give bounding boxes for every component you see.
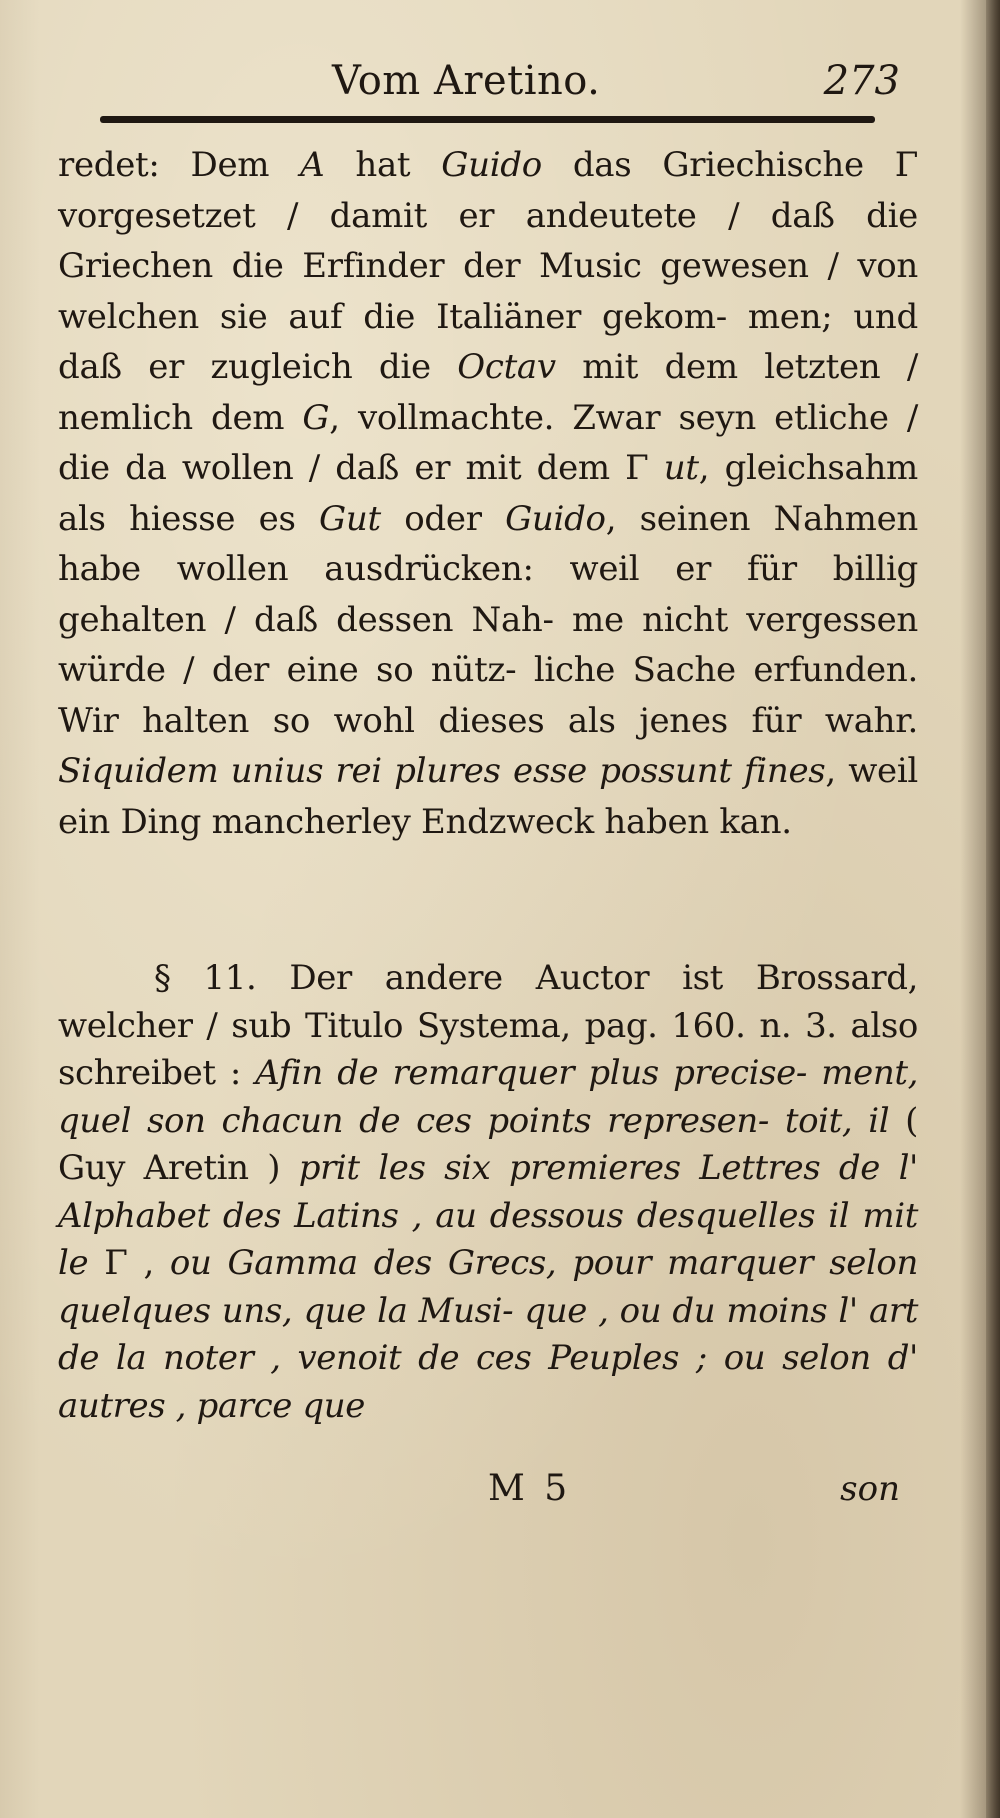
text-run: ( Guy Aretin ) [58,1100,918,1188]
text-run-italic: Afin de remarquer plus precise- ment, quel son chacun de ces points represen- toit, il [58,1053,918,1141]
text-run-italic: Octav [457,347,556,387]
text-run: oder [380,498,506,539]
text-run: das Griechische Γ vorgesetzet / damit er andeutete / daß die Griechen die Erfinder der Music gewesen / von welchen sie auf die Italiäner gekom- men; und daß er zugleich die [58,145,918,387]
text-run: , gleichsahm als hiesse es [58,448,918,539]
page-edge-shadow [986,0,1000,1818]
text-run-italic: Gut [319,498,381,539]
page-number: 273 [823,58,900,104]
text-run-italic: G [302,397,330,438]
text-run-italic: ou Gamma des Grecs, pour marquer selon quelques uns, que la Musi- que , ou du moins l' art de la noter , venoit de ces Peuples ; ou selon d' autres , parce que [58,1243,919,1426]
paragraph-2 [58,955,918,1430]
text-run: , seinen Nahmen habe wollen ausdrücken: weil er für billig gehalten / daß dessen Nah- me nicht vergessen würde / der eine so nütz- liche Sache erfunden. Wir halten so wohl dieses als jenes für wahr. [58,498,918,741]
catchword: son [840,1469,900,1509]
text-run-italic: ut [663,448,699,488]
header-rule [100,116,875,123]
text-run: § 11. Der andere Auctor ist Brossard, welcher / sub Titulo Systema, pag. 160. n. 3. also schreibet : [58,958,918,1093]
text-run: hat [324,145,442,185]
text-run: Γ , [88,1243,170,1283]
running-head: Vom Aretino. [332,58,601,104]
text-run-italic: Guido [441,145,542,185]
text-run-italic: Siquidem unius rei plures esse possunt fines [58,751,826,791]
paragraph-1 [58,140,918,847]
text-run-italic: prit les six premieres Lettres de l' Alphabet des Latins , au dessous desquelles il mit le [58,1148,918,1283]
signature-mark: M 5 [488,1468,572,1509]
text-run: redet: Dem [58,145,301,185]
text-run: , weil ein Ding mancherley Endzweck haben kan. [58,751,918,842]
text-run-italic: Guido [505,498,606,539]
page-header [100,50,900,112]
text-run: , vollmachte. Zwar seyn etliche / die da wollen / daß er mit dem Γ [58,397,918,488]
text-run-italic: A [300,145,325,185]
text-run: mit dem letzten / nemlich dem [58,347,918,438]
